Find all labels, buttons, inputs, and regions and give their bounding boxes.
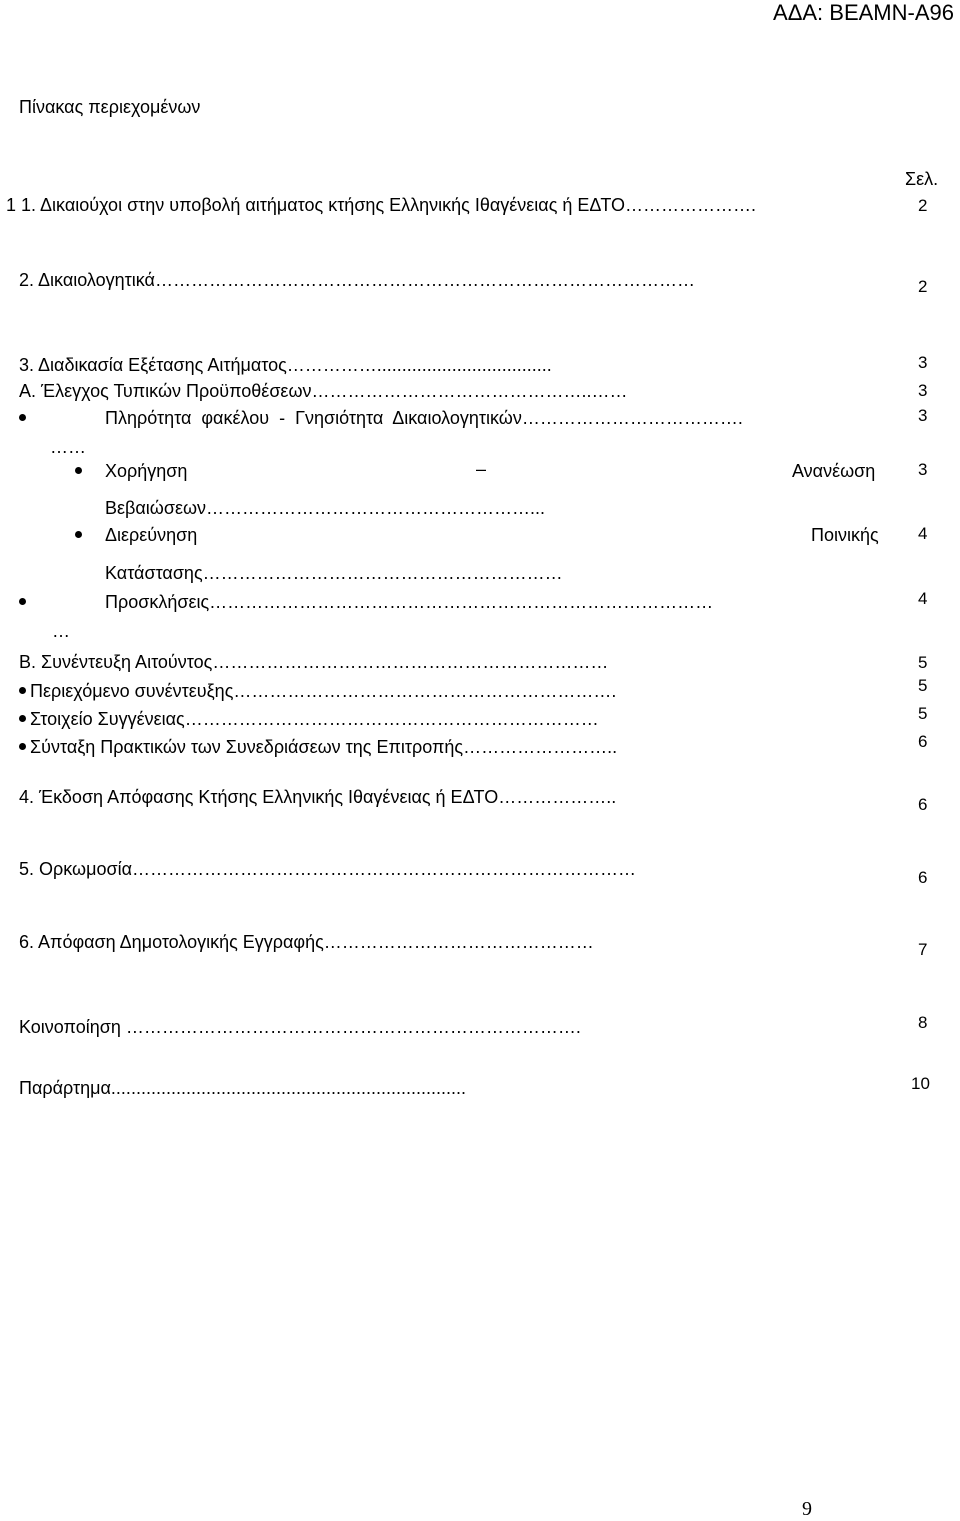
toc-page-4: 6	[918, 795, 928, 814]
toc-entry-invitations[interactable]: Προσκλήσεις…………………………………………………………………………	[105, 592, 714, 612]
toc-entry-minutes[interactable]: Σύνταξη Πρακτικών των Συνεδριάσεων της Επιτροπής……………………..	[30, 737, 618, 757]
toc-entry-1[interactable]: 1 1. Δικαιούχοι στην υποβολή αιτήματος κτήσης Ελληνικής Ιθαγένειας ή ΕΔΤΟ………………….	[6, 195, 757, 215]
toc-entry-3[interactable]: 3. Διαδικασία Εξέτασης Αιτήματος……………...................................	[19, 355, 552, 375]
toc-entry-criminal-right: Ποινικής	[811, 525, 879, 545]
toc-page-kinship: 5	[918, 704, 928, 723]
bullet-icon	[75, 467, 82, 474]
toc-page-2: 2	[918, 277, 928, 296]
toc-entry-4[interactable]: 4. Έκδοση Απόφασης Κτήσης Ελληνικής Ιθαγένειας ή ΕΔΤΟ………………..	[19, 787, 617, 807]
toc-entry-5[interactable]: 5. Ορκωμοσία…………………………………………………………………………	[19, 859, 636, 879]
toc-entry-certificate-cont: Βεβαιώσεων………………………………………………...	[105, 498, 546, 518]
ada-header: ΑΔΑ: ΒΕΑΜΝ-Α96	[773, 0, 954, 25]
toc-page-criminal: 4	[918, 524, 928, 543]
toc-page-5: 6	[918, 868, 928, 887]
toc-entry-criminal-left[interactable]: Διερεύνηση	[105, 525, 198, 545]
toc-page-interview-content: 5	[918, 676, 928, 695]
toc-entry-3a[interactable]: Α. Έλεγχος Τυπικών Προϋποθέσεων………………………………………..……	[19, 381, 628, 401]
toc-entry-certificate-dash: –	[476, 459, 487, 479]
toc-page-6: 7	[918, 940, 928, 959]
bullet-icon	[75, 531, 82, 538]
toc-entry-completeness-cont: ……	[50, 437, 86, 457]
toc-entry-notification[interactable]: Κοινοποίηση ………………………………………………………………….	[19, 1017, 581, 1037]
toc-page-certificate: 3	[918, 460, 928, 479]
toc-page-3a: 3	[918, 381, 928, 400]
bullet-icon	[19, 414, 26, 421]
toc-entry-certificate-right: Ανανέωση	[792, 461, 876, 481]
toc-entry-appendix[interactable]: Παράρτημα.......................................................................	[19, 1078, 467, 1098]
bullet-icon	[19, 598, 26, 605]
toc-entry-6[interactable]: 6. Απόφαση Δημοτολογικής Εγγραφής………………………………………	[19, 932, 594, 952]
toc-page-3b: 5	[918, 653, 928, 672]
toc-entry-completeness[interactable]: Πληρότητα φακέλου - Γνησιότητα Δικαιολογητικών……………………………….	[105, 408, 743, 428]
toc-entry-certificate-left[interactable]: Χορήγηση	[105, 461, 188, 481]
toc-entry-criminal-cont: Κατάστασης……………………………………………………	[105, 563, 563, 583]
bullet-icon	[19, 687, 26, 694]
bullet-icon	[19, 743, 26, 750]
toc-title: Πίνακας περιεχομένων	[19, 97, 201, 117]
toc-page-minutes: 6	[918, 732, 928, 751]
toc-page-appendix: 10	[911, 1074, 930, 1093]
toc-page-invitations: 4	[918, 589, 928, 608]
page-column-label: Σελ.	[905, 169, 939, 189]
bullet-icon	[19, 715, 26, 722]
toc-entry-2[interactable]: 2. Δικαιολογητικά………………………………………………………………………………	[19, 270, 695, 290]
toc-page-3: 3	[918, 353, 928, 372]
toc-page-completeness: 3	[918, 406, 928, 425]
page-number: 9	[802, 1498, 812, 1520]
toc-page-notification: 8	[918, 1013, 928, 1032]
toc-entry-3b[interactable]: Β. Συνέντευξη Αιτούντος…………………………………………………………	[19, 652, 609, 672]
toc-page-1: 2	[918, 196, 928, 215]
toc-entry-invitations-cont: …	[52, 621, 70, 641]
toc-entry-kinship[interactable]: Στοιχείο Συγγένειας……………………………………………………………	[30, 709, 599, 729]
toc-entry-interview-content[interactable]: Περιεχόμενο συνέντευξης……………………………………………………….	[30, 681, 617, 701]
